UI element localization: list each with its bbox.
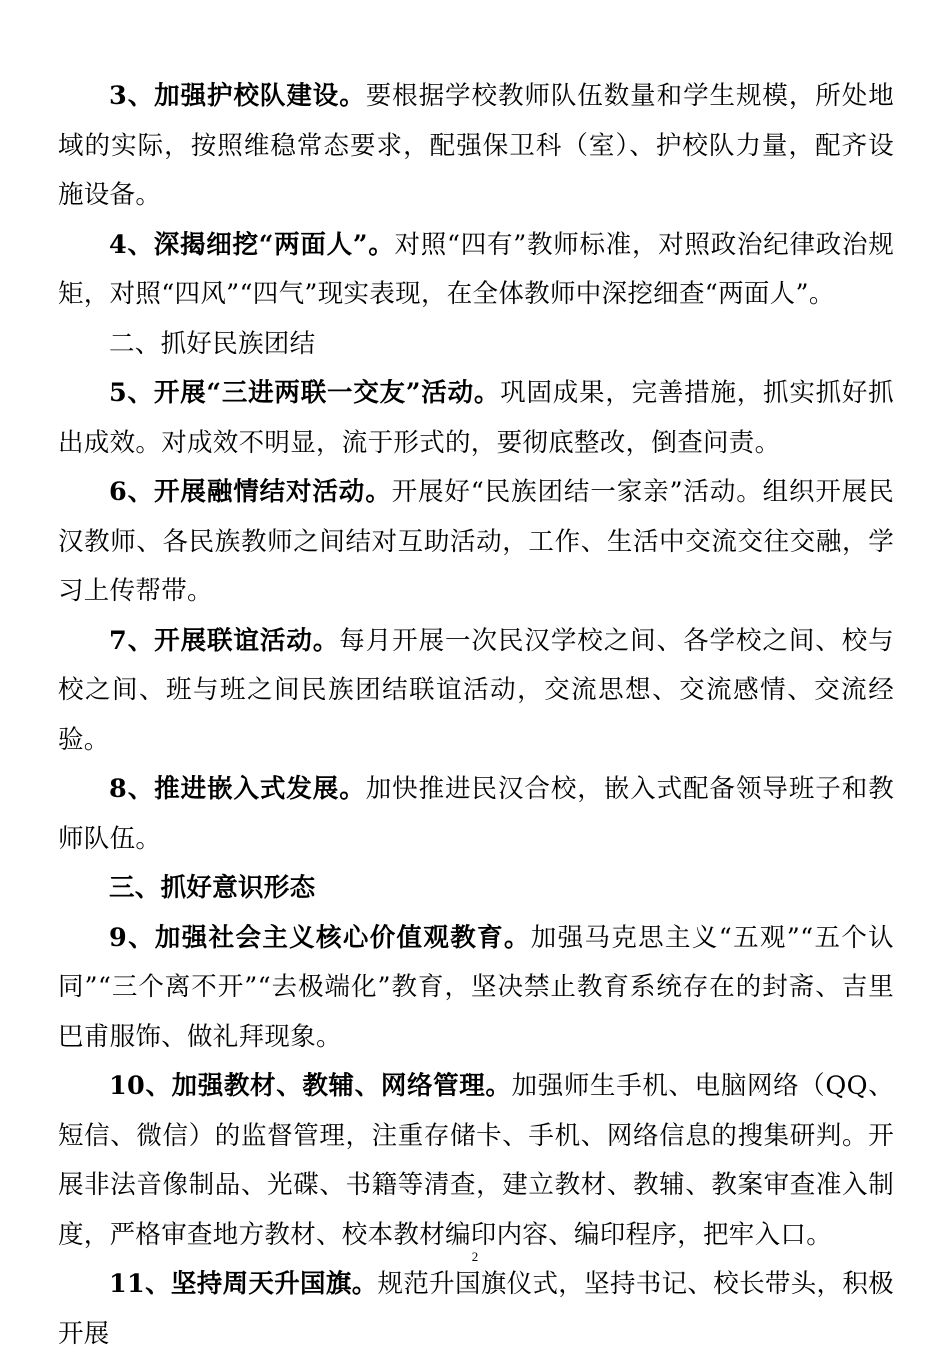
paragraph-text: 加强马克思主义“五观”“五个认同”“三个离不开”“去极端化”教育，坚决禁止教育系统存在的封斋、吉里巴甫服饰、做礼拜现象。 bbox=[58, 922, 894, 1052]
paragraph-text: 巩固成果，完善措施，抓实抓好抓出成效。对成效不明显，流于形式的，要彻底整改，倒查问责。 bbox=[58, 378, 894, 458]
paragraph-11 bbox=[58, 1260, 894, 1359]
paragraph-text: 开展好“民族团结一家亲”活动。组织开展民汉教师、各民族教师之间结对互助活动，工作、生活中交流交往交融，学习上传帮带。 bbox=[58, 477, 895, 606]
paragraph-text: 加强师生手机、电脑网络（QQ、短信、微信）的监督管理，注重存储卡、手机、网络信息的搜集研判。开展非法音像制品、光碟、书籍等清查，建立教材、教辅、教案审查准入制度，严格审查地方教材、校本教材编印内容、编印程序，把牢入口。 bbox=[58, 1071, 894, 1250]
paragraph-10 bbox=[58, 1062, 894, 1260]
section-heading-3: 三、抓好意识形态 bbox=[109, 873, 316, 903]
paragraph-lead: 8、推进嵌入式发展。 bbox=[109, 774, 366, 804]
paragraph-lead: 6、开展融情结对活动。 bbox=[109, 477, 392, 507]
paragraph-lead: 11、坚持周天升国旗。 bbox=[109, 1269, 378, 1299]
paragraph-lead: 3、加强护校队建设。 bbox=[109, 81, 366, 111]
page-number: 2 bbox=[471, 1249, 479, 1264]
paragraph-text: 加快推进民汉合校，嵌入式配备领导班子和教师队伍。 bbox=[58, 774, 894, 854]
section-heading-2: 二、抓好民族团结 bbox=[109, 328, 316, 359]
paragraph-text: 规范升国旗仪式，坚持书记、校长带头，积极开展 bbox=[58, 1269, 894, 1349]
paragraph-text: 每月开展一次民汉学校之间、各学校之间、校与校之间、班与班之间民族团结联谊活动，交流思想、交流感情、交流经验。 bbox=[58, 625, 894, 755]
paragraph-lead: 4、深揭细挖“两面人”。 bbox=[109, 229, 395, 260]
paragraph-6 bbox=[58, 468, 894, 617]
paragraph-lead: 9、加强社会主义核心价值观教育。 bbox=[109, 922, 531, 953]
paragraph-text: 对照“四有”教师标准，对照政治纪律政治规矩，对照“四风”“四气”现实表现，在全体教师中深挖细查“两面人”。 bbox=[58, 229, 894, 309]
paragraph-lead: 10、加强教材、教辅、网络管理。 bbox=[109, 1071, 512, 1101]
paragraph-9 bbox=[58, 914, 894, 1063]
paragraph-3 bbox=[58, 72, 894, 221]
paragraph-lead: 7、开展联谊活动。 bbox=[109, 625, 340, 656]
paragraph-4 bbox=[58, 221, 894, 320]
paragraph-7 bbox=[58, 617, 894, 766]
paragraph-lead: 5、开展“三进两联一交友”活动。 bbox=[109, 378, 501, 408]
paragraph-8 bbox=[58, 765, 894, 864]
document-body bbox=[58, 72, 894, 1359]
paragraph-5 bbox=[58, 369, 894, 468]
paragraph-text: 要根据学校教师队伍数量和学生规模，所处地域的实际，按照维稳常态要求，配强保卫科（室）、护校队力量，配齐设施设备。 bbox=[58, 81, 894, 210]
